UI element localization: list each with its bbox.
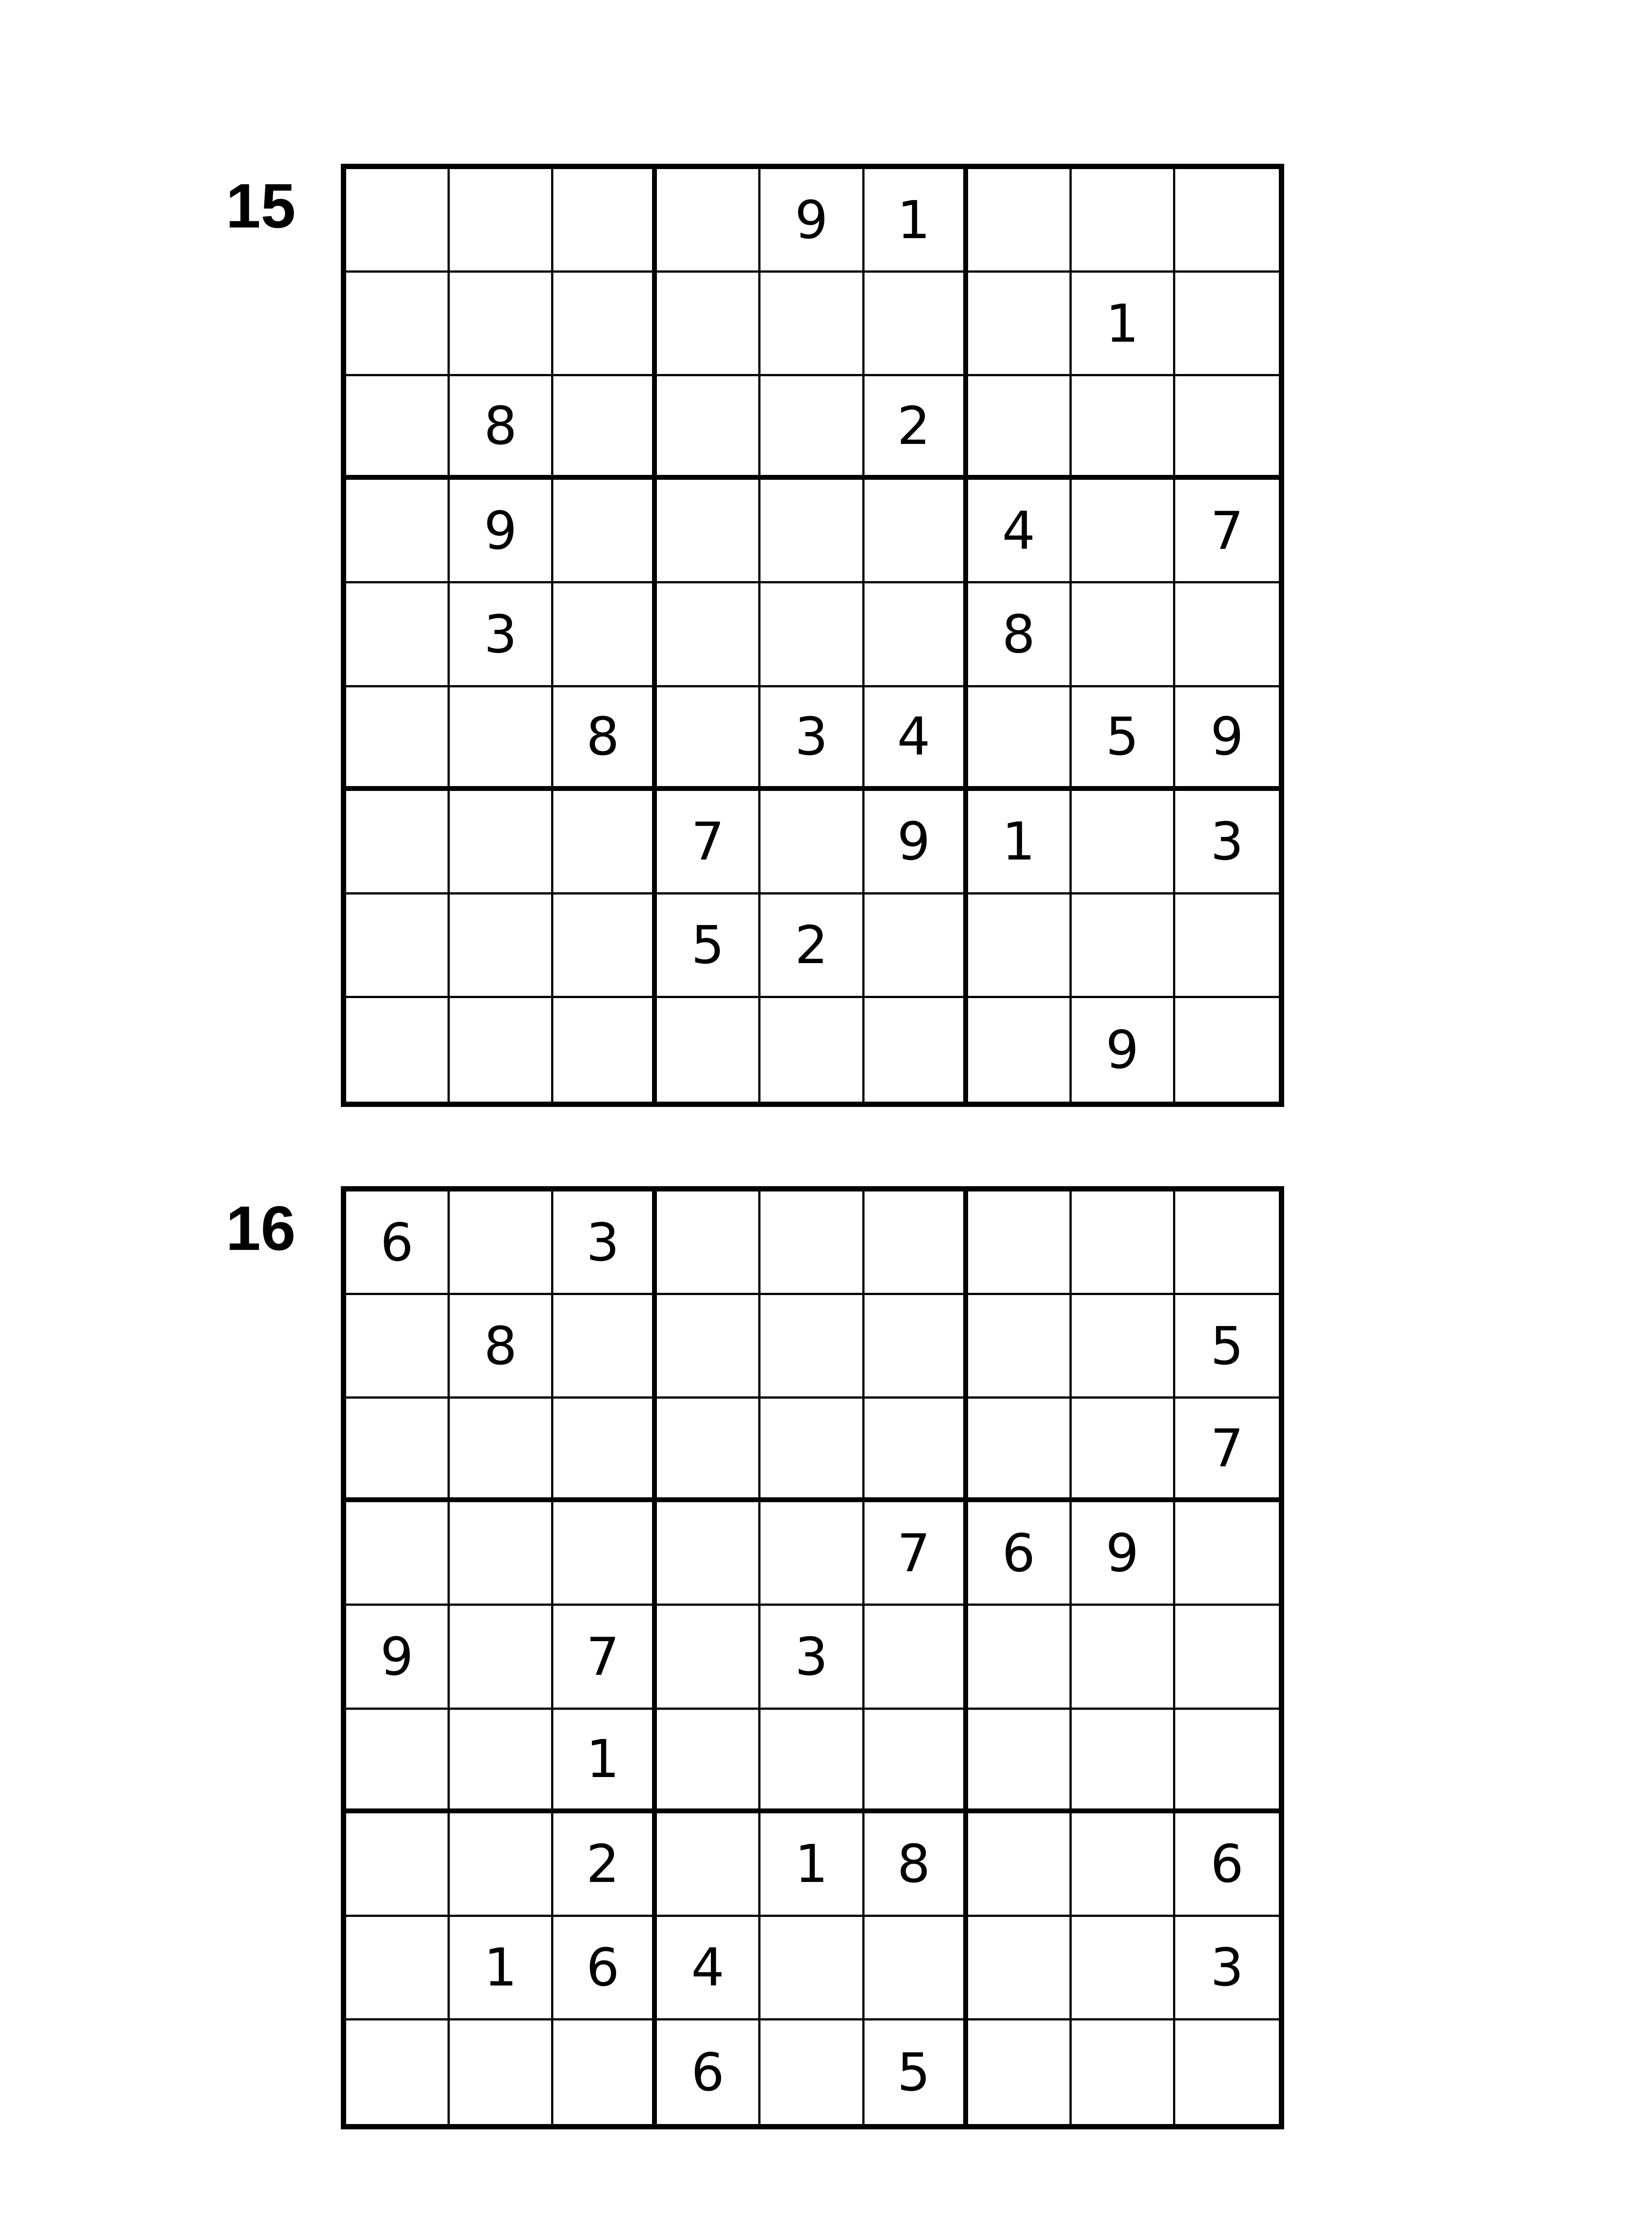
sudoku-cell [760, 1295, 864, 1399]
sudoku-cell [553, 376, 657, 480]
sudoku-cell: 3 [1175, 791, 1279, 894]
sudoku-cell [968, 1295, 1072, 1399]
sudoku-cell [553, 2020, 657, 2124]
sudoku-cell: 1 [553, 1710, 657, 1813]
sudoku-cell: 1 [760, 1813, 864, 1917]
sudoku-cell [553, 1295, 657, 1399]
sudoku-cell [1072, 2020, 1175, 2124]
sudoku-cell [553, 169, 657, 273]
sudoku-cell [760, 1917, 864, 2020]
sudoku-cell: 7 [1175, 480, 1279, 583]
sudoku-cell [1175, 169, 1279, 273]
sudoku-cell [865, 1295, 968, 1399]
sudoku-cell: 2 [553, 1813, 657, 1917]
sudoku-cell [657, 1606, 760, 1709]
sudoku-cell [450, 273, 553, 376]
sudoku-puzzle-15 [0, 0, 1652, 1080]
sudoku-cell [968, 169, 1072, 273]
sudoku-cell: 6 [657, 2020, 760, 2124]
sudoku-cell [1175, 2020, 1279, 2124]
sudoku-cell [760, 273, 864, 376]
sudoku-cell [1072, 1191, 1175, 1295]
sudoku-cell [865, 1399, 968, 1502]
sudoku-cell [1072, 480, 1175, 583]
sudoku-cell [346, 169, 450, 273]
sudoku-cell [450, 1191, 553, 1295]
sudoku-cell [760, 1710, 864, 1813]
sudoku-cell [968, 1606, 1072, 1709]
sudoku-cell: 9 [1072, 998, 1175, 1102]
sudoku-cell [865, 583, 968, 687]
sudoku-cell: 1 [865, 169, 968, 273]
sudoku-cell [1175, 583, 1279, 687]
sudoku-cell [450, 687, 553, 791]
sudoku-cell [450, 2020, 553, 2124]
sudoku-cell [450, 1399, 553, 1502]
sudoku-cell: 5 [1072, 687, 1175, 791]
sudoku-cell [346, 1917, 450, 2020]
sudoku-cell [760, 376, 864, 480]
sudoku-cell [760, 583, 864, 687]
sudoku-cell [346, 1813, 450, 1917]
sudoku-cell [1072, 1399, 1175, 1502]
sudoku-cell [1072, 1606, 1175, 1709]
sudoku-cell [968, 1399, 1072, 1502]
sudoku-cell: 9 [760, 169, 864, 273]
sudoku-cell: 7 [553, 1606, 657, 1709]
sudoku-cell [657, 1399, 760, 1502]
sudoku-cell [865, 273, 968, 376]
sudoku-cell [1072, 894, 1175, 998]
sudoku-cell [346, 894, 450, 998]
sudoku-cell [450, 791, 553, 894]
puzzle-number: 15 [226, 171, 296, 241]
sudoku-cell [346, 273, 450, 376]
sudoku-cell [553, 1399, 657, 1502]
sudoku-cell [553, 273, 657, 376]
sudoku-cell [1072, 169, 1175, 273]
sudoku-cell: 8 [968, 583, 1072, 687]
sudoku-cell [553, 894, 657, 998]
sudoku-cell [1072, 1710, 1175, 1813]
sudoku-cell [450, 1813, 553, 1917]
sudoku-grid [341, 1186, 1284, 2129]
sudoku-cell [346, 1399, 450, 1502]
sudoku-cell: 1 [450, 1917, 553, 2020]
sudoku-cell [865, 1917, 968, 2020]
sudoku-cell [657, 687, 760, 791]
sudoku-cell [346, 687, 450, 791]
sudoku-cell: 4 [657, 1917, 760, 2020]
sudoku-cell [346, 2020, 450, 2124]
sudoku-cell [1175, 1191, 1279, 1295]
sudoku-cell [865, 1191, 968, 1295]
sudoku-cell [760, 480, 864, 583]
sudoku-cell [865, 894, 968, 998]
sudoku-cell: 4 [968, 480, 1072, 583]
sudoku-cell [657, 1295, 760, 1399]
sudoku-cell [760, 791, 864, 894]
sudoku-cell: 9 [346, 1606, 450, 1709]
sudoku-cell [760, 2020, 864, 2124]
sudoku-cell [968, 273, 1072, 376]
sudoku-cell [450, 1710, 553, 1813]
sudoku-cell [657, 1813, 760, 1917]
sudoku-cell [1072, 1917, 1175, 2020]
sudoku-cell [1175, 273, 1279, 376]
sudoku-grid [341, 164, 1284, 1107]
sudoku-cell [1175, 1502, 1279, 1606]
sudoku-cell: 6 [346, 1191, 450, 1295]
puzzle-number: 16 [226, 1193, 296, 1264]
sudoku-cell: 5 [1175, 1295, 1279, 1399]
sudoku-cell [760, 1191, 864, 1295]
sudoku-cell [1072, 791, 1175, 894]
sudoku-cell: 8 [553, 687, 657, 791]
sudoku-cell [657, 169, 760, 273]
sudoku-cell: 6 [968, 1502, 1072, 1606]
sudoku-cell: 1 [968, 791, 1072, 894]
sudoku-cell [1072, 583, 1175, 687]
sudoku-cell: 6 [553, 1917, 657, 2020]
sudoku-cell [657, 1502, 760, 1606]
sudoku-cell: 9 [1175, 687, 1279, 791]
sudoku-cell [553, 791, 657, 894]
sudoku-cell: 9 [865, 791, 968, 894]
sudoku-cell [968, 1917, 1072, 2020]
sudoku-cell [657, 1191, 760, 1295]
sudoku-cell: 3 [760, 1606, 864, 1709]
sudoku-cell [346, 1502, 450, 1606]
sudoku-cell: 6 [1175, 1813, 1279, 1917]
sudoku-cell: 3 [1175, 1917, 1279, 2020]
sudoku-cell [553, 1502, 657, 1606]
sudoku-cell [865, 1710, 968, 1813]
sudoku-cell [968, 1710, 1072, 1813]
sudoku-cell [1175, 894, 1279, 998]
sudoku-cell [346, 480, 450, 583]
sudoku-cell [657, 376, 760, 480]
sudoku-cell: 1 [1072, 273, 1175, 376]
sudoku-cell [450, 169, 553, 273]
sudoku-cell: 8 [450, 376, 553, 480]
sudoku-cell: 7 [1175, 1399, 1279, 1502]
sudoku-cell: 3 [760, 687, 864, 791]
sudoku-cell [450, 1606, 553, 1709]
sudoku-cell [968, 376, 1072, 480]
sudoku-cell: 7 [865, 1502, 968, 1606]
sudoku-cell: 9 [450, 480, 553, 583]
sudoku-cell [657, 480, 760, 583]
sudoku-cell: 5 [865, 2020, 968, 2124]
sudoku-cell [450, 894, 553, 998]
sudoku-cell [968, 687, 1072, 791]
sudoku-cell [968, 1813, 1072, 1917]
sudoku-cell [1175, 376, 1279, 480]
sudoku-cell [1072, 376, 1175, 480]
sudoku-cell [1072, 1295, 1175, 1399]
sudoku-cell [760, 1502, 864, 1606]
sudoku-cell [1175, 1710, 1279, 1813]
sudoku-cell [968, 894, 1072, 998]
sudoku-cell [1072, 1813, 1175, 1917]
sudoku-cell: 3 [553, 1191, 657, 1295]
sudoku-cell [1175, 1606, 1279, 1709]
sudoku-cell: 7 [657, 791, 760, 894]
sudoku-cell [657, 273, 760, 376]
sudoku-cell [968, 1191, 1072, 1295]
sudoku-cell [450, 1502, 553, 1606]
sudoku-cell [760, 1399, 864, 1502]
sudoku-cell [346, 791, 450, 894]
sudoku-cell [346, 376, 450, 480]
sudoku-cell [865, 480, 968, 583]
sudoku-cell: 5 [657, 894, 760, 998]
sudoku-cell [968, 2020, 1072, 2124]
sudoku-cell [657, 1710, 760, 1813]
sudoku-cell [346, 583, 450, 687]
sudoku-cell [657, 583, 760, 687]
sudoku-cell: 2 [865, 376, 968, 480]
sudoku-cell: 3 [450, 583, 553, 687]
sudoku-cell [553, 583, 657, 687]
sudoku-cell [553, 480, 657, 583]
sudoku-cell: 8 [865, 1813, 968, 1917]
sudoku-cell: 8 [450, 1295, 553, 1399]
sudoku-cell: 9 [1072, 1502, 1175, 1606]
sudoku-cell [346, 1710, 450, 1813]
sudoku-cell: 2 [760, 894, 864, 998]
sudoku-cell: 4 [865, 687, 968, 791]
sudoku-cell [346, 1295, 450, 1399]
sudoku-puzzle-16 [0, 1022, 1652, 2103]
sudoku-cell [865, 1606, 968, 1709]
